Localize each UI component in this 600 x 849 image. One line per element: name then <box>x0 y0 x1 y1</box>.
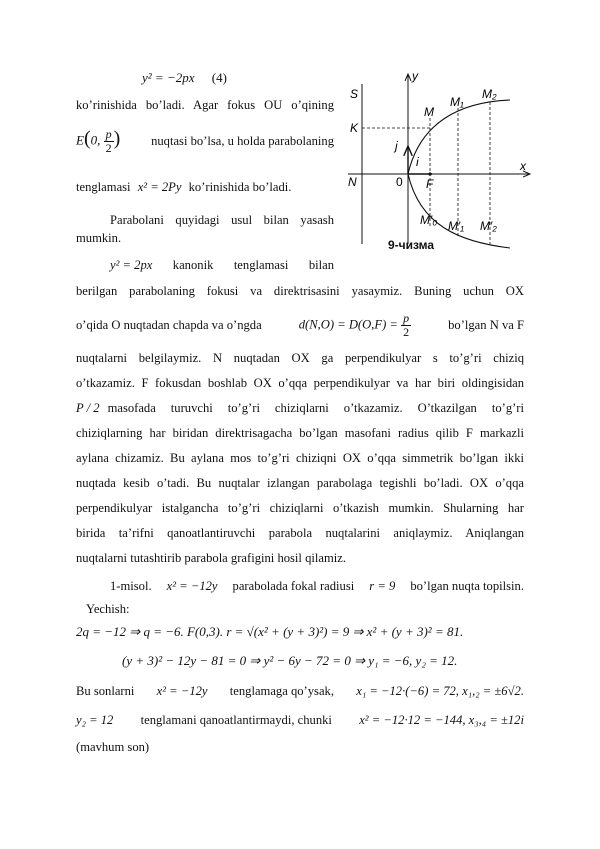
equation-4-expression: y² = −2px <box>142 70 195 85</box>
distance-expression: d(N,O) = D(O,F) = <box>298 316 398 331</box>
solution-line5: (mavhum son) <box>76 740 150 754</box>
example-text1: parabolada fokal radiusi <box>232 579 355 593</box>
para1-line3-after: ko’rinishida bo’ladi. <box>188 180 292 194</box>
p-over-2-fraction: $\frac{p}{2}$ <box>105 126 112 155</box>
para2-line8-after: masofada turuvchi to’g’ri chiziqlarni o’tkazamiz. O’tkazilgan to’g’ri <box>107 401 524 415</box>
label-M2: M₂ <box>482 87 497 101</box>
label-M: M <box>424 105 434 119</box>
para2-line3 <box>110 257 334 273</box>
example-line <box>110 578 524 594</box>
distance-fraction: $\frac{p}{2}$ <box>403 310 410 339</box>
solution-line3-equation: x² = −12y <box>156 684 208 698</box>
equation-4-number: (4) <box>211 70 227 85</box>
focus-letter: E <box>76 131 84 147</box>
label-x: x <box>520 159 526 173</box>
label-F: F <box>426 177 434 191</box>
label-i: i <box>416 155 419 169</box>
solution-line3-result: x₁ = −12·(−6) = 72, x₁,₂ = ±6√2. <box>356 684 524 698</box>
word-kanonik: kanonik <box>172 258 214 272</box>
para2-line11: nuqtada kesib o’tadi. Bu nuqtalar izlangan parabolaga tegishli bo’ladi. OX o’qqa <box>76 476 524 490</box>
para2-line7: o’tkazamiz. F fokusdan boshlab OX o’qqa perpendikulyar va har biri oldingisidan <box>76 376 524 390</box>
para1-line2-text: nuqtasi bo’lsa, u holda parabolaning <box>151 134 334 148</box>
para2-line5-before: o’qida O nuqtadan chapda va o’ngda <box>76 318 262 332</box>
solution-line3-before: Bu sonlarni <box>76 684 135 698</box>
half-p-expression: P / 2 <box>76 401 100 415</box>
label-S: S <box>350 87 359 101</box>
para1-line2 <box>76 124 334 158</box>
solution-line3 <box>76 683 524 699</box>
solution-line4 <box>76 712 524 728</box>
para2-line8 <box>76 400 524 416</box>
equation-4 <box>142 70 227 86</box>
example-radius: r = 9 <box>369 579 396 593</box>
para2-line13: birida ta’rifni qanoatlantiruvchi parabola nuqtalarini aniqlaymiz. Aniqlangan <box>76 526 524 540</box>
label-O: 0 <box>396 175 403 189</box>
label-j: j <box>395 139 398 153</box>
word-tenglamasi: tenglamasi <box>233 258 289 272</box>
para2-line2: mumkin. <box>76 231 122 245</box>
label-K: K <box>350 121 359 135</box>
para1-line3 <box>76 179 334 195</box>
distance-equation <box>299 312 411 339</box>
para2-line10: aylana chizamiz. Bu aylana mos to’g’ri chiziqni OX o’qqa simmetrik bo’lgan ikki <box>76 451 524 465</box>
label-M1-prime: M′₁ <box>448 219 465 233</box>
para2-line12: perpendikulyar istalgancha to’g’ri chiziqlarni o’tkazish mumkin. Shularning har <box>76 501 524 515</box>
para2-line14: nuqtalarni tutashtirib parabola grafigini hosil qilamiz. <box>76 551 346 565</box>
solution-line4-mid: tenglamani qanoatlantirmaydi, chunki <box>140 713 332 727</box>
para1-line3-before: tenglamasi <box>76 180 131 194</box>
para2-line6: nuqtalarni belgilaymiz. N nuqtadan OX ga perpendikulyar s to’g’ri chiziq <box>76 351 524 365</box>
label-y: y <box>412 69 418 83</box>
label-M1: M₁ <box>450 95 464 109</box>
example-equation: x² = −12y <box>166 579 218 593</box>
parabola-figure <box>340 66 540 252</box>
para2-line9: chiziqlarning har biridan direktrisagacha bo’lgan masofani radius qilib F markazli <box>76 426 524 440</box>
focus-dot <box>428 172 431 175</box>
solution-line1: 2q = −12 ⇒ q = −6. F(0,3). r = √(x² + (y + 3)²) = 9 ⇒ x² + (y + 3)² = 81. <box>76 624 464 639</box>
focus-point: E(0, $\frac{p}{2}$ ) <box>76 126 121 155</box>
solution-line3-mid: tenglamaga qo’ysak, <box>229 684 334 698</box>
para2-line5 <box>76 308 524 342</box>
para1-line1: ko’rinishida bo’ladi. Agar fokus OU o’qining <box>76 98 334 112</box>
para2-line4: berilgan parabolaning fokusi va direktrisasini yasaymiz. Buning uchun OX <box>76 284 524 298</box>
solution-label: Yechish: <box>86 602 130 616</box>
label-M2-prime: M′₂ <box>480 219 497 233</box>
example-text2: bo’lgan nuqta topilsin. <box>410 579 524 593</box>
solution-line2: (y + 3)² − 12y − 81 = 0 ⇒ y² − 6y − 72 = 0 ⇒ y₁ = −6, y₂ = 12. <box>122 653 458 668</box>
solution-line4-result: x² = −12·12 = −144, x₃,₄ = ±12i <box>359 713 524 727</box>
example-label: 1-misol. <box>110 579 152 593</box>
solution-line4-equation: y₂ = 12 <box>76 713 114 727</box>
label-M0-prime: M′₀ <box>420 213 438 227</box>
label-N: N <box>348 175 357 189</box>
para2-line5-after: bo’lgan N va F <box>448 318 524 332</box>
word-bilan: bilan <box>308 258 334 272</box>
figure-caption: 9-чизма <box>388 238 435 252</box>
para2-line1: Parabolani quyidagi usul bilan yasash <box>110 213 334 227</box>
parabola-equation-x2: x² = 2Py <box>137 180 182 194</box>
canonical-equation: y² = 2px <box>110 258 153 272</box>
